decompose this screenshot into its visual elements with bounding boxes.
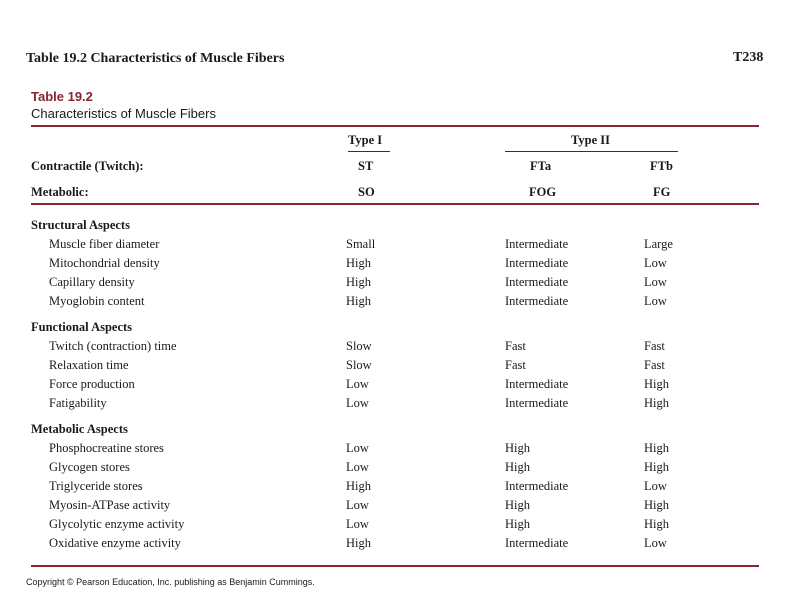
- table-bottom-rule: [31, 565, 759, 567]
- table-row-label: Fatigability: [49, 396, 107, 410]
- table-cell: Low: [644, 479, 667, 493]
- slide-code: T238: [733, 50, 764, 65]
- table-row-label: Glycogen stores: [49, 460, 130, 474]
- table-cell: Low: [346, 517, 369, 531]
- table-cell: Intermediate: [505, 256, 569, 270]
- table-cell: High: [346, 275, 371, 289]
- table-cell: High: [346, 479, 371, 493]
- contractile-type-iib: FTb: [650, 159, 673, 173]
- copyright-notice: Copyright © Pearson Education, Inc. publishing as Benjamin Cummings.: [26, 577, 315, 587]
- table-cell: Low: [644, 256, 667, 270]
- table-row-label: Oxidative enzyme activity: [49, 536, 181, 550]
- contractile-type-i: ST: [358, 159, 374, 173]
- table-cell: High: [346, 256, 371, 270]
- table-cell: Intermediate: [505, 396, 569, 410]
- table-cell: Intermediate: [505, 536, 569, 550]
- table-label: Table 19.2: [31, 89, 93, 104]
- table-cell: High: [505, 517, 530, 531]
- table-cell: High: [505, 498, 530, 512]
- table-cell: Low: [644, 294, 667, 308]
- type-ii-underline: [505, 151, 678, 152]
- section-title-functional: Functional Aspects: [31, 320, 133, 334]
- table-row-label: Phosphocreatine stores: [49, 441, 164, 455]
- table-cell: Intermediate: [505, 294, 569, 308]
- table-row-label: Myoglobin content: [49, 294, 145, 308]
- table-row-label: Muscle fiber diameter: [49, 237, 160, 251]
- metabolic-type-i: SO: [358, 185, 375, 199]
- table-cell: Low: [346, 460, 369, 474]
- table-cell: Intermediate: [505, 237, 569, 251]
- table-cell: High: [644, 441, 669, 455]
- table-cell: Large: [644, 237, 673, 251]
- table-top-rule: [31, 125, 759, 127]
- table-cell: High: [346, 294, 371, 308]
- table-cell: Low: [346, 377, 369, 391]
- metabolic-type-iia: FOG: [529, 185, 557, 199]
- table-cell: Low: [644, 536, 667, 550]
- table-cell: Intermediate: [505, 377, 569, 391]
- table-cell: Fast: [505, 358, 526, 372]
- slide-title: Table 19.2 Characteristics of Muscle Fibers: [26, 51, 285, 66]
- table-cell: Low: [346, 441, 369, 455]
- table-cell: High: [505, 460, 530, 474]
- table-cell: High: [644, 396, 669, 410]
- table-row-label: Force production: [49, 377, 135, 391]
- type-i-header: Type I: [348, 133, 383, 147]
- table-cell: High: [346, 536, 371, 550]
- table-cell: High: [505, 441, 530, 455]
- table-row-label: Relaxation time: [49, 358, 129, 372]
- header-bottom-rule: [31, 203, 759, 205]
- table-row-label: Glycolytic enzyme activity: [49, 517, 185, 531]
- table-cell: Fast: [644, 358, 665, 372]
- table-cell: High: [644, 517, 669, 531]
- table-cell: Low: [346, 396, 369, 410]
- table-row-label: Twitch (contraction) time: [49, 339, 177, 353]
- section-title-metabolic: Metabolic Aspects: [31, 422, 128, 436]
- table-cell: Small: [346, 237, 376, 251]
- type-ii-header: Type II: [571, 133, 611, 147]
- table-cell: Slow: [346, 358, 372, 372]
- table-cell: Slow: [346, 339, 372, 353]
- contractile-type-iia: FTa: [530, 159, 552, 173]
- type-i-underline: [348, 151, 390, 152]
- contractile-row-label: Contractile (Twitch):: [31, 159, 144, 173]
- table-row-label: Capillary density: [49, 275, 135, 289]
- table-caption: Characteristics of Muscle Fibers: [31, 106, 216, 121]
- table-cell: Fast: [644, 339, 665, 353]
- table-cell: Intermediate: [505, 479, 569, 493]
- table-cell: High: [644, 377, 669, 391]
- table-cell: Low: [644, 275, 667, 289]
- table-cell: Low: [346, 498, 369, 512]
- table-cell: High: [644, 460, 669, 474]
- table-row-label: Myosin-ATPase activity: [49, 498, 171, 512]
- table-cell: Fast: [505, 339, 526, 353]
- table-cell: High: [644, 498, 669, 512]
- section-title-structural: Structural Aspects: [31, 218, 130, 232]
- table-row-label: Triglyceride stores: [49, 479, 143, 493]
- metabolic-type-iib: FG: [653, 185, 671, 199]
- table-cell: Intermediate: [505, 275, 569, 289]
- table-row-label: Mitochondrial density: [49, 256, 160, 270]
- metabolic-row-label: Metabolic:: [31, 185, 89, 199]
